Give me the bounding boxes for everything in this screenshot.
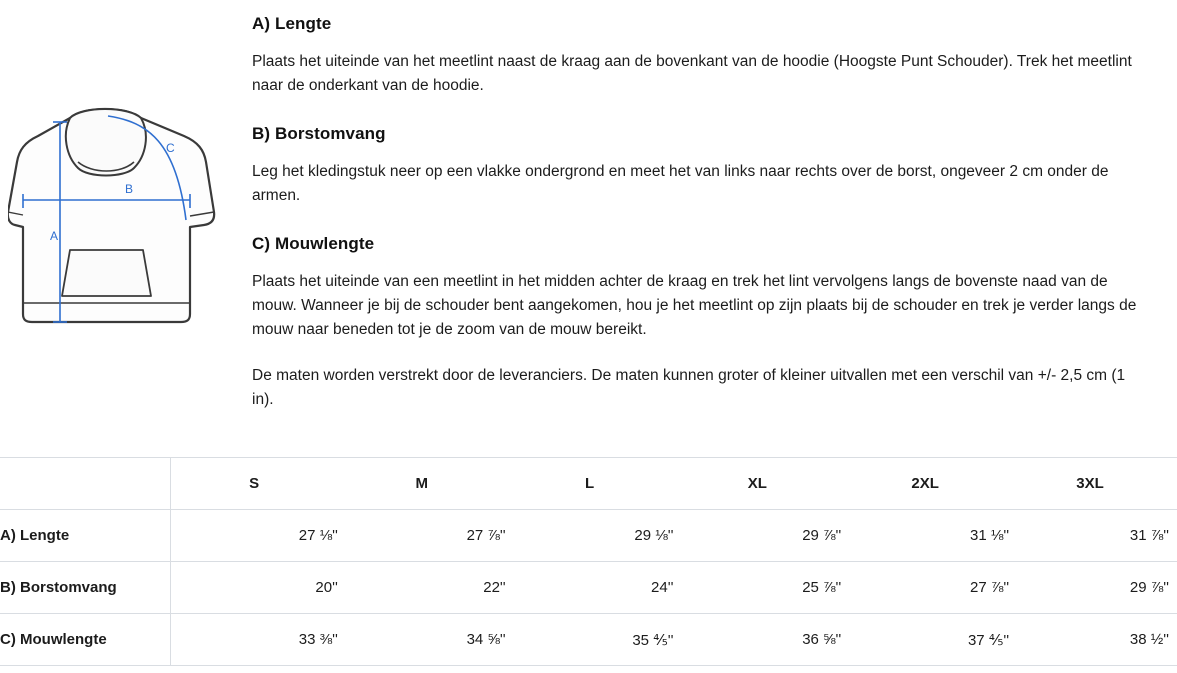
section-text-lengte: Plaats het uiteinde van het meetlint naast de kraag aan de bovenkant van de hoodie (Hoogste Punt Schouder). Trek het meetlint naar de onderkant van de hoodie. [252, 53, 1132, 95]
cell-lengte-2xl: 31 ⅛'' [841, 510, 1009, 562]
table-col-m: M [338, 458, 506, 510]
table-col-s: S [170, 458, 338, 510]
section-heading-lengte: A) Lengte [252, 14, 332, 33]
cell-borstomvang-3xl: 29 ⅞'' [1009, 562, 1177, 614]
row-label-borstomvang: B) Borstomvang [0, 562, 170, 614]
cell-lengte-l: 29 ⅛'' [506, 510, 674, 562]
table-col-2xl: 2XL [841, 458, 1009, 510]
cell-borstomvang-l: 24'' [506, 562, 674, 614]
cell-mouwlengte-m: 34 ⅝'' [338, 614, 506, 666]
illustration-label-c: C [166, 141, 175, 155]
size-table [0, 458, 1177, 666]
table-col-l: L [506, 458, 674, 510]
section-text-borstomvang: Leg het kledingstuk neer op een vlakke ondergrond en meet het van links naar rechts over de borst, ongeveer 2 cm onder de armen. [252, 163, 1109, 205]
section-text-disclaimer: De maten worden verstrekt door de leveranciers. De maten kunnen groter of kleiner uitvallen met een verschil van +/- 2,5 cm (1 in). [252, 367, 1126, 409]
row-label-mouwlengte: C) Mouwlengte [0, 614, 170, 666]
table-header-row [0, 458, 1177, 510]
cell-lengte-s: 27 ⅛'' [170, 510, 338, 562]
cell-borstomvang-s: 20'' [170, 562, 338, 614]
table-col-xl: XL [673, 458, 841, 510]
section-heading-borstomvang: B) Borstomvang [252, 124, 386, 144]
table-row [0, 562, 1177, 614]
cell-borstomvang-xl: 25 ⅞'' [673, 562, 841, 614]
section-heading-mouwlengte: C) Mouwlengte [252, 234, 375, 254]
illustration-label-a: A [50, 229, 59, 243]
illustration-label-b: B [125, 182, 134, 196]
cell-borstomvang-2xl: 27 ⅞'' [841, 562, 1009, 614]
cell-mouwlengte-3xl: 38 ½'' [1009, 614, 1177, 666]
section-text-mouwlengte: Plaats het uiteinde van een meetlint in het midden achter de kraag en trek het lint vervolgens langs de bovenste naad van de mouw. Wanneer je bij de schouder bent aangekomen, hou je het meetlint op zijn plaats bij de schouder en trek je verder langs de mouw naar beneden tot je de zoom van de mouw bereikt. [252, 273, 1137, 339]
cell-mouwlengte-l: 35 ⅘'' [506, 614, 674, 666]
table-col-3xl: 3XL [1009, 458, 1177, 510]
cell-mouwlengte-2xl: 37 ⅘'' [841, 614, 1009, 666]
size-table-wrapper [0, 457, 1177, 666]
cell-lengte-m: 27 ⅞'' [338, 510, 506, 562]
table-corner-cell [0, 458, 170, 510]
table-row [0, 614, 1177, 666]
cell-borstomvang-m: 22'' [338, 562, 506, 614]
row-label-lengte: A) Lengte [0, 510, 170, 562]
instructions-column [230, 0, 1177, 457]
hoodie-diagram-icon [8, 100, 223, 340]
cell-lengte-xl: 29 ⅞'' [673, 510, 841, 562]
hoodie-illustration-column [0, 0, 230, 457]
cell-lengte-3xl: 31 ⅞'' [1009, 510, 1177, 562]
cell-mouwlengte-s: 33 ⅜'' [170, 614, 338, 666]
cell-mouwlengte-xl: 36 ⅝'' [673, 614, 841, 666]
table-row [0, 510, 1177, 562]
